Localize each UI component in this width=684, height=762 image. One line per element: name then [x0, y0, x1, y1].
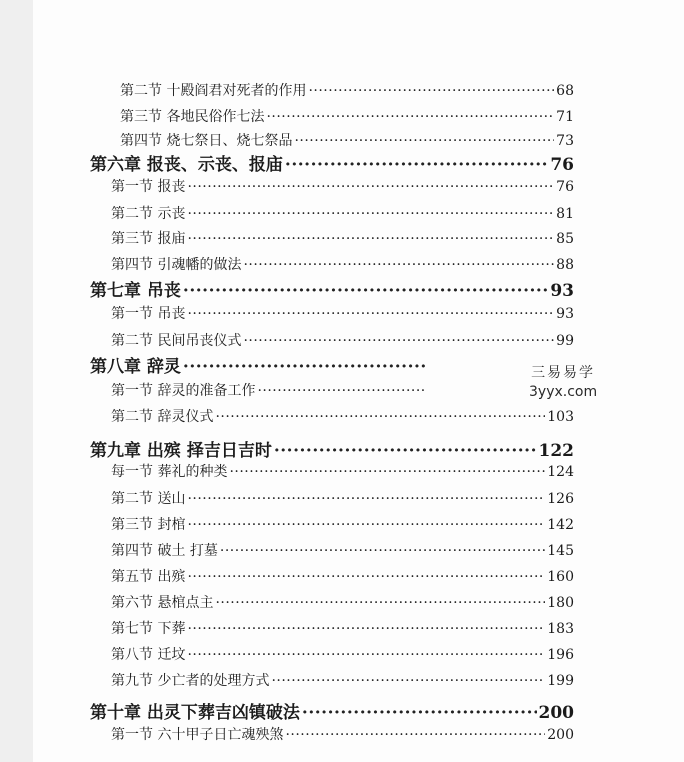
- toc-entry-title: 第二节 十殿阎君对死者的作用: [120, 83, 307, 99]
- toc-entry-title: 第一节 六十甲子日亡魂殃煞: [111, 727, 284, 743]
- toc-entry-title: 第二节 送山: [111, 491, 186, 507]
- toc-page-number: 68: [556, 83, 574, 99]
- toc-entry-title: 第二节 示丧: [111, 206, 186, 222]
- toc-page-number: 81: [556, 206, 574, 222]
- toc-page-number: 200: [547, 727, 574, 743]
- watermark-name: 三易易学: [531, 365, 596, 381]
- toc-entry-title: 第八章 辞灵: [90, 357, 181, 377]
- toc-leader-dots: [187, 231, 554, 247]
- toc-chapter-entry: [90, 276, 574, 301]
- toc-section-entry: [111, 380, 428, 400]
- toc-entry-title: 第二节 民间吊丧仪式: [111, 333, 242, 349]
- toc-leader-dots: [271, 673, 545, 689]
- toc-page-number: 180: [547, 595, 574, 611]
- toc-leader-dots: [302, 703, 537, 723]
- toc-page-number: 88: [556, 257, 574, 273]
- toc-page-number: 99: [556, 333, 574, 349]
- toc-leader-dots: [285, 727, 545, 743]
- toc-leader-dots: [187, 647, 545, 663]
- toc-section-entry: [111, 670, 574, 690]
- toc-page-number: 122: [538, 441, 574, 461]
- toc-chapter-entry: [90, 150, 574, 175]
- toc-page-number: 71: [556, 109, 574, 125]
- toc-page-number: 124: [547, 464, 574, 480]
- watermark-url: 3yyx.com: [529, 384, 598, 400]
- toc-leader-dots: [243, 333, 554, 349]
- toc-entry-title: 第二节 辞灵仪式: [111, 409, 214, 425]
- toc-entry-title: 第一节 报丧: [111, 179, 186, 195]
- toc-section-entry: [111, 514, 574, 534]
- toc-section-entry: [120, 130, 574, 150]
- toc-section-entry: [111, 592, 574, 612]
- toc-chapter-entry: [90, 436, 574, 461]
- toc-leader-dots: [187, 179, 554, 195]
- toc-page-number: 103: [547, 409, 574, 425]
- toc-entry-title: 第一节 吊丧: [111, 306, 186, 322]
- toc-leader-dots: [187, 491, 545, 507]
- toc-leader-dots: [215, 595, 545, 611]
- toc-leader-dots: [308, 83, 554, 99]
- toc-leader-dots: [183, 281, 548, 301]
- toc-entry-title: 第八节 迁坟: [111, 647, 186, 663]
- toc-entry-title: 第九章 出殡 择吉日吉时: [90, 441, 272, 461]
- toc-leader-dots: [187, 569, 545, 585]
- toc-entry-title: 第六章 报丧、示丧、报庙: [90, 155, 283, 175]
- toc-entry-title: 第九节 少亡者的处理方式: [111, 673, 270, 689]
- toc-section-entry: [111, 618, 574, 638]
- toc-page-number: 196: [547, 647, 574, 663]
- toc-entry-title: 第七章 吊丧: [90, 281, 181, 301]
- toc-leader-dots: [183, 357, 426, 377]
- toc-page-number: 126: [547, 491, 574, 507]
- toc-page-number: 145: [547, 543, 574, 559]
- toc-leader-dots: [274, 441, 537, 461]
- toc-section-entry: [111, 488, 574, 508]
- toc-section-entry: [111, 566, 574, 586]
- site-watermark: [523, 360, 603, 402]
- toc-entry-title: 第五节 出殡: [111, 569, 186, 585]
- toc-entry-title: 每一节 葬礼的种类: [111, 464, 228, 480]
- toc-section-entry: [111, 303, 574, 323]
- toc-section-entry: [111, 724, 574, 744]
- toc-leader-dots: [266, 109, 554, 125]
- toc-entry-title: 第四节 烧七祭日、烧七祭品: [120, 133, 293, 149]
- toc-section-entry: [111, 540, 574, 560]
- toc-entry-title: 第三节 各地民俗作七法: [120, 109, 265, 125]
- toc-entry-title: 第十章 出灵下葬吉凶镇破法: [90, 703, 300, 723]
- toc-page-number: 93: [556, 306, 574, 322]
- toc-chapter-entry: [90, 698, 574, 723]
- toc-section-entry: [111, 461, 574, 481]
- toc-entry-title: 第四节 破土 打墓: [111, 543, 218, 559]
- document-page: [33, 0, 684, 762]
- toc-leader-dots: [187, 206, 554, 222]
- toc-page-number: 200: [538, 703, 574, 723]
- toc-page-number: 76: [556, 179, 574, 195]
- toc-page-number: 85: [556, 231, 574, 247]
- toc-section-entry: [111, 203, 574, 223]
- toc-leader-dots: [294, 133, 554, 149]
- toc-section-entry: [111, 330, 574, 350]
- toc-section-entry: [111, 406, 574, 426]
- toc-section-entry: [120, 106, 574, 126]
- toc-chapter-entry: [90, 352, 428, 377]
- toc-leader-dots: [229, 464, 545, 480]
- toc-leader-dots: [215, 409, 545, 425]
- toc-entry-title: 第三节 封棺: [111, 517, 186, 533]
- toc-page-number: 73: [556, 133, 574, 149]
- toc-page-number: 93: [550, 281, 574, 301]
- toc-page-number: 76: [550, 155, 574, 175]
- toc-entry-title: 第一节 辞灵的准备工作: [111, 383, 256, 399]
- toc-page-number: 160: [547, 569, 574, 585]
- toc-leader-dots: [187, 621, 545, 637]
- toc-section-entry: [111, 176, 574, 196]
- toc-entry-title: 第六节 悬棺点主: [111, 595, 214, 611]
- toc-page-number: 142: [547, 517, 574, 533]
- toc-leader-dots: [243, 257, 554, 273]
- toc-entry-title: 第三节 报庙: [111, 231, 186, 247]
- toc-leader-dots: [257, 383, 426, 399]
- toc-page-number: 199: [547, 673, 574, 689]
- toc-section-entry: [111, 228, 574, 248]
- toc-leader-dots: [187, 517, 545, 533]
- toc-leader-dots: [285, 155, 548, 175]
- toc-page-number: 183: [547, 621, 574, 637]
- toc-leader-dots: [220, 543, 545, 559]
- toc-section-entry: [120, 80, 574, 100]
- toc-entry-title: 第四节 引魂幡的做法: [111, 257, 242, 273]
- toc-leader-dots: [187, 306, 554, 322]
- toc-section-entry: [111, 254, 574, 274]
- toc-section-entry: [111, 644, 574, 664]
- toc-entry-title: 第七节 下葬: [111, 621, 186, 637]
